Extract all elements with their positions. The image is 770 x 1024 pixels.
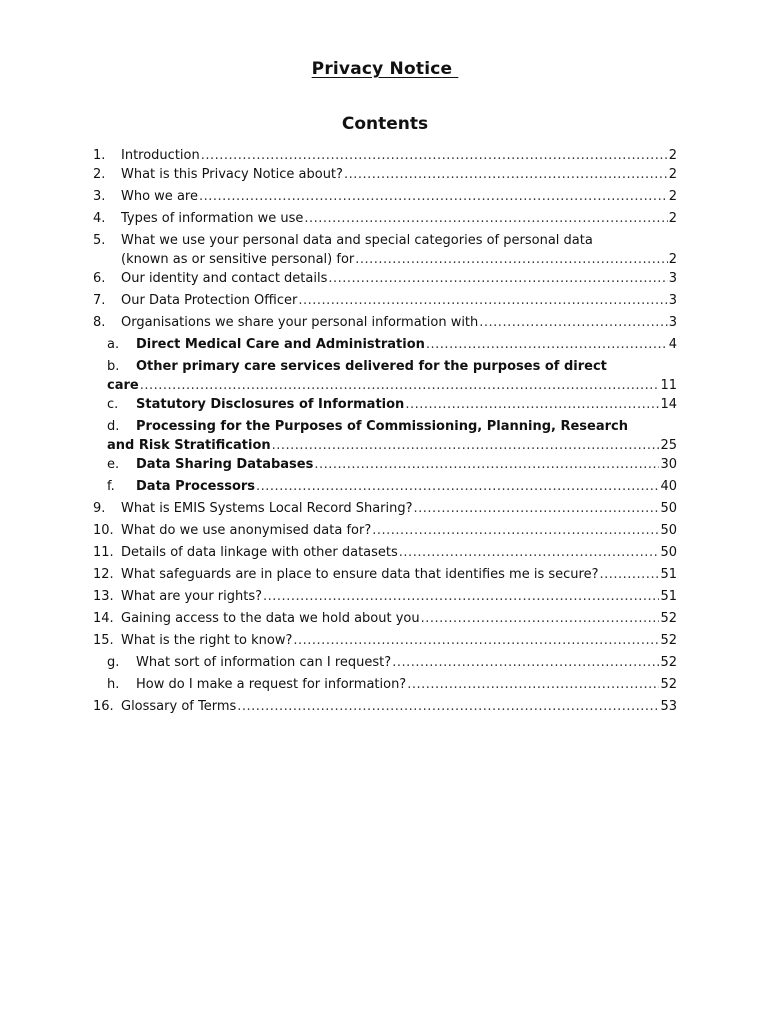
- toc-page-number: 52: [660, 633, 677, 648]
- toc-entry-anonymised-data[interactable]: [93, 520, 677, 542]
- toc-label: Statutory Disclosures of Information: [136, 397, 405, 412]
- toc-leader: [199, 186, 668, 208]
- toc-leader: [298, 290, 667, 312]
- toc-page-number: 3: [668, 293, 677, 308]
- toc-page-number: 2: [668, 211, 677, 226]
- toc-letter: b.: [107, 359, 120, 374]
- toc-entry-direct-medical-care[interactable]: [93, 334, 677, 356]
- toc-number: 9.: [93, 501, 106, 516]
- toc-page-number: 2: [668, 148, 677, 163]
- toc-leader: [304, 208, 667, 230]
- toc-leader: [293, 630, 659, 652]
- toc-number: 2.: [93, 167, 106, 182]
- toc-letter: h.: [107, 677, 120, 692]
- toc-number: 15.: [93, 633, 114, 648]
- toc-leader: [328, 268, 667, 290]
- toc-letter: c.: [107, 397, 119, 412]
- toc-label: What do we use anonymised data for?: [121, 523, 372, 538]
- toc-entry-about[interactable]: [93, 164, 677, 186]
- toc-leader: [599, 564, 659, 586]
- toc-page-number: 52: [660, 611, 677, 626]
- toc-label: Glossary of Terms: [121, 699, 237, 714]
- table-of-contents: [93, 148, 677, 718]
- toc-label: Who we are: [121, 189, 198, 204]
- toc-number: 7.: [93, 293, 106, 308]
- toc-label: Processing for the Purposes of Commissioning, Planning, Research: [136, 419, 629, 434]
- toc-label: Organisations we share your personal information with: [121, 315, 479, 330]
- toc-entry-statutory-disclosures[interactable]: [93, 394, 677, 416]
- toc-number: 3.: [93, 189, 106, 204]
- toc-entry-identity-contact[interactable]: [93, 268, 677, 290]
- toc-label: What safeguards are in place to ensure data that identifies me is secure?: [121, 567, 599, 582]
- toc-page-number: 52: [660, 655, 677, 670]
- toc-number: 8.: [93, 315, 106, 330]
- toc-label: Other primary care services delivered for the purposes of direct: [136, 359, 607, 374]
- toc-entry-right-to-know[interactable]: [93, 630, 677, 652]
- toc-leader: [407, 674, 659, 696]
- toc-entry-commissioning-planning[interactable]: [93, 416, 677, 454]
- toc-entry-personal-data-use[interactable]: [93, 230, 677, 268]
- toc-number: 6.: [93, 271, 106, 286]
- toc-label-continued: (known as or sensitive personal) for: [121, 252, 355, 267]
- toc-label: What is EMIS Systems Local Record Sharing?: [121, 501, 413, 516]
- toc-entry-information-request-types[interactable]: [93, 652, 677, 674]
- toc-entry-organisations[interactable]: [93, 312, 677, 334]
- toc-leader: [140, 378, 660, 394]
- toc-page-number: 2: [668, 167, 677, 182]
- toc-letter: g.: [107, 655, 120, 670]
- toc-entry-other-primary-care[interactable]: [93, 356, 677, 394]
- toc-page-number: 2: [668, 189, 677, 204]
- toc-page-number: 50: [660, 523, 677, 538]
- document-title: [0, 59, 770, 79]
- toc-leader: [314, 454, 659, 476]
- toc-label-continued: and Risk Stratification: [107, 438, 271, 453]
- toc-label: What we use your personal data and special categories of personal data: [121, 233, 593, 248]
- toc-entry-how-to-request[interactable]: [93, 674, 677, 696]
- toc-entry-types-of-information[interactable]: [93, 208, 677, 230]
- toc-page-number: 50: [660, 545, 677, 560]
- toc-label: What sort of information can I request?: [136, 655, 392, 670]
- toc-label: Data Sharing Databases: [136, 457, 314, 472]
- toc-page-number: 3: [668, 271, 677, 286]
- toc-leader: [256, 476, 659, 498]
- toc-label: What is the right to know?: [121, 633, 293, 648]
- toc-entry-rights[interactable]: [93, 586, 677, 608]
- toc-page-number: 14: [660, 397, 677, 412]
- toc-entry-glossary[interactable]: [93, 696, 677, 718]
- toc-letter: a.: [107, 337, 120, 352]
- toc-number: 14.: [93, 611, 114, 626]
- toc-leader: [479, 312, 667, 334]
- toc-number: 11.: [93, 545, 114, 560]
- toc-label: What are your rights?: [121, 589, 263, 604]
- toc-number: 10.: [93, 523, 114, 538]
- toc-number: 1.: [93, 148, 106, 163]
- toc-label: Introduction: [121, 148, 200, 163]
- toc-page-number: 11: [660, 378, 677, 393]
- toc-leader: [405, 394, 659, 416]
- toc-entry-data-processors[interactable]: [93, 476, 677, 498]
- toc-leader: [201, 148, 668, 164]
- toc-entry-who-we-are[interactable]: [93, 186, 677, 208]
- toc-letter: d.: [107, 419, 120, 434]
- toc-page-number: 3: [668, 315, 677, 330]
- toc-number: 4.: [93, 211, 106, 226]
- document-title-text: Privacy Notice: [311, 59, 459, 79]
- toc-page-number: 53: [660, 699, 677, 714]
- toc-entry-gaining-access[interactable]: [93, 608, 677, 630]
- toc-label: Types of information we use: [121, 211, 304, 226]
- toc-label-continued: care: [107, 378, 139, 393]
- toc-leader: [414, 498, 660, 520]
- toc-label: Data Processors: [136, 479, 256, 494]
- toc-leader: [344, 164, 668, 186]
- toc-leader: [426, 334, 668, 356]
- toc-label: How do I make a request for information?: [136, 677, 407, 692]
- toc-page-number: 51: [660, 567, 677, 582]
- toc-label: Gaining access to the data we hold about you: [121, 611, 420, 626]
- toc-entry-data-protection-officer[interactable]: [93, 290, 677, 312]
- toc-page-number: 4: [668, 337, 677, 352]
- toc-label: What is this Privacy Notice about?: [121, 167, 343, 182]
- toc-leader: [272, 438, 660, 454]
- toc-page-number: 51: [660, 589, 677, 604]
- toc-page-number: 52: [660, 677, 677, 692]
- toc-page-number: 30: [660, 457, 677, 472]
- toc-entry-data-linkage[interactable]: [93, 542, 677, 564]
- toc-page-number: 50: [660, 501, 677, 516]
- toc-number: 5.: [93, 233, 106, 248]
- toc-page-number: 40: [660, 479, 677, 494]
- contents-heading: Contents: [341, 114, 429, 134]
- toc-leader: [237, 696, 659, 718]
- toc-entry-data-sharing-databases[interactable]: [93, 454, 677, 476]
- toc-entry-safeguards[interactable]: [93, 564, 677, 586]
- toc-number: 13.: [93, 589, 114, 604]
- toc-page-number: 2: [668, 252, 677, 267]
- toc-entry-introduction[interactable]: [93, 148, 677, 164]
- toc-page-number: 25: [660, 438, 677, 453]
- toc-leader: [355, 252, 667, 268]
- toc-label: Our identity and contact details: [121, 271, 328, 286]
- toc-leader: [392, 652, 659, 674]
- toc-label: Details of data linkage with other datasets: [121, 545, 398, 560]
- toc-leader: [421, 608, 660, 630]
- toc-leader: [399, 542, 660, 564]
- toc-letter: e.: [107, 457, 120, 472]
- toc-label: Direct Medical Care and Administration: [136, 337, 425, 352]
- toc-leader: [372, 520, 659, 542]
- toc-number: 12.: [93, 567, 114, 582]
- toc-letter: f.: [107, 479, 115, 494]
- toc-entry-emis-record-sharing[interactable]: [93, 498, 677, 520]
- toc-leader: [263, 586, 659, 608]
- toc-label: Our Data Protection Officer: [121, 293, 298, 308]
- toc-number: 16.: [93, 699, 114, 714]
